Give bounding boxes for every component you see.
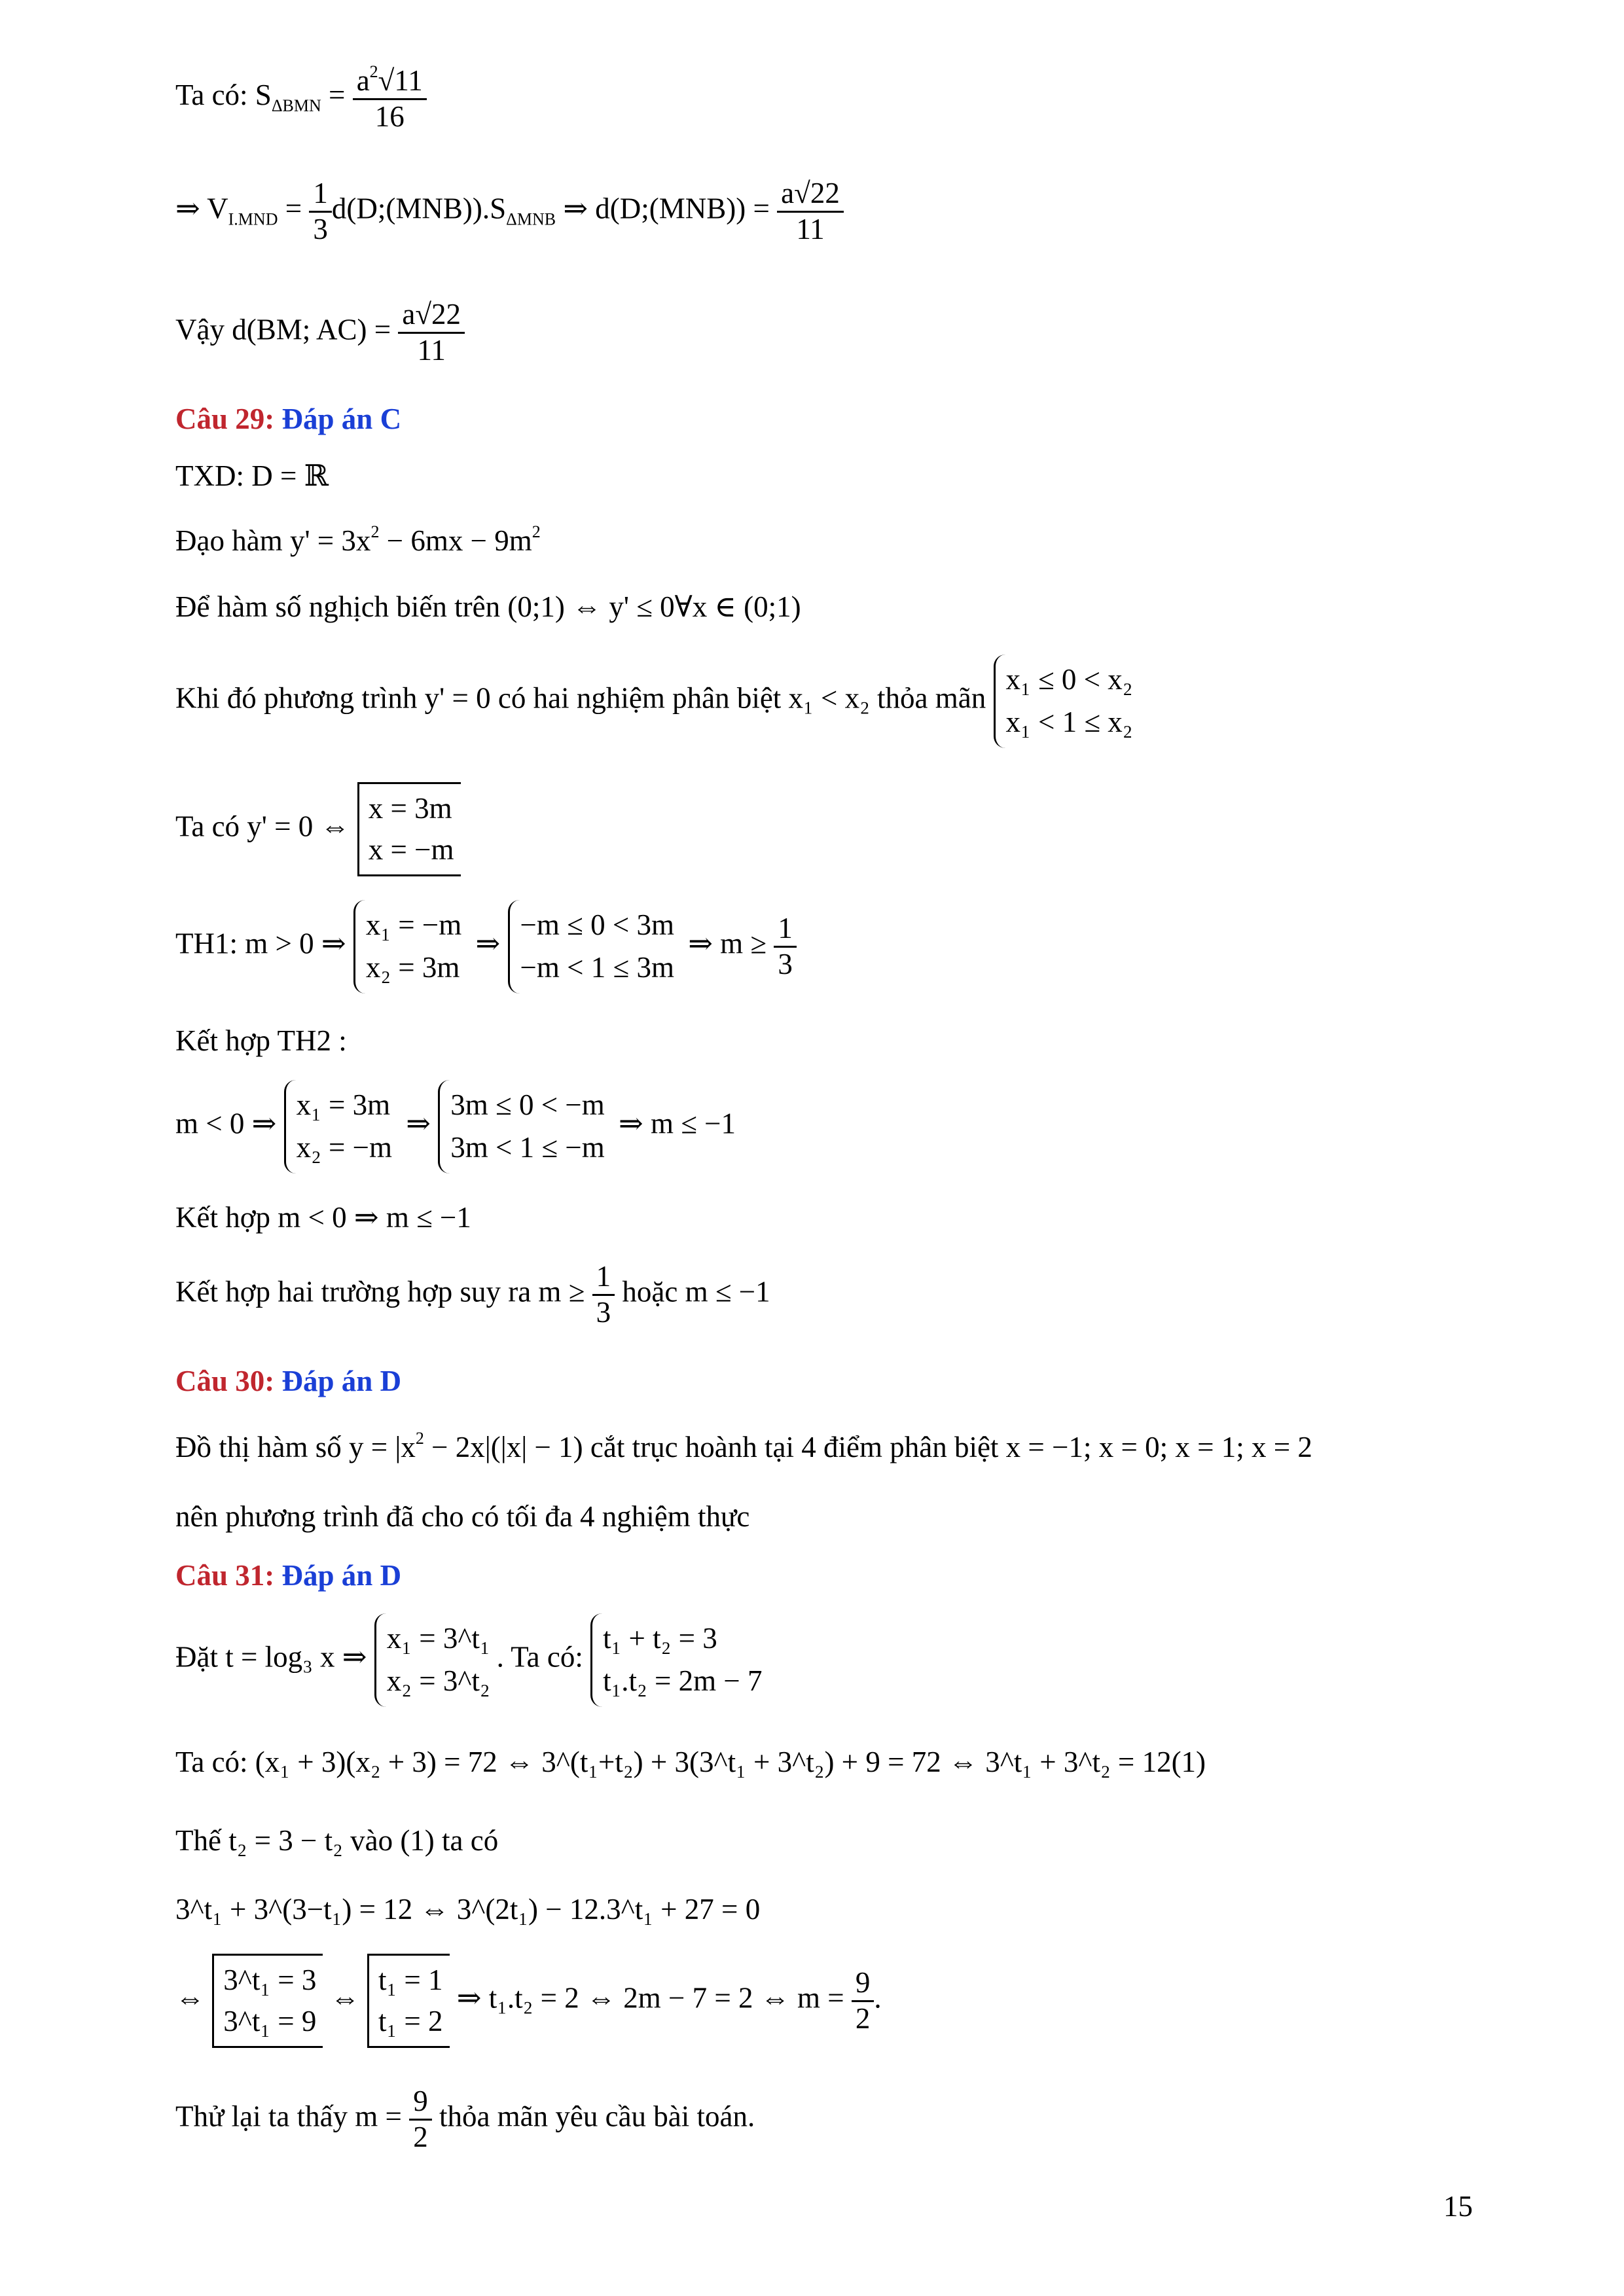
question-number: Câu 30: [175,1365,275,1397]
text: ⇔ [323,1981,367,2015]
text: − 2x|(|x| − 1) cắt trục hoành tại 4 điểm phân biệt x = −1; x = 0; x = 1; x = 2 [424,1431,1312,1463]
text: Thế t₂ = 3 − t₂ vào (1) ta có [175,1824,499,1857]
line-domain [175,461,329,491]
subscript: ΔBMN [271,96,321,116]
text: − 6mx − 9m [379,524,532,557]
fraction: $\frac{a√22}{11}$ [777,177,844,247]
question-number: Câu 29: [175,403,275,435]
line-area-bmn [175,62,427,134]
line-product [175,1748,1206,1777]
line-solutions [175,1954,882,2048]
text: ⇒ d(D;(MNB)) = [556,192,778,225]
superscript: 2 [370,522,380,541]
line-conclusion [175,298,465,368]
system-brace: x₁ = 3^t₁ x₂ = 3^t₂ [374,1613,497,1707]
fraction: $\frac{1}{3}$ [774,912,797,982]
text: Kết hợp m < 0 ⇒ m ≤ −1 [175,1201,471,1234]
line-quadratic [175,1895,760,1924]
bracket-or: 3^t₁ = 3 3^t₁ = 9 [212,1954,323,2048]
system-brace: x₁ ≤ 0 < x₂ x₁ < 1 ≤ x₂ [994,655,1140,748]
superscript: 2 [415,1429,424,1448]
text: ⇒ t₁.t₂ = 2 ⇔ 2m − 7 = 2 ⇔ m = [449,1981,852,2015]
line-roots-condition [175,655,1139,748]
system-brace: x₁ = −m x₂ = 3m [353,900,468,994]
bracket-or: t₁ = 1 t₁ = 2 [367,1954,450,2048]
question-31-heading [175,1561,401,1590]
line-substitution [175,1613,769,1707]
subscript: ΔMNB [506,209,556,229]
text: TXD: D = ℝ [175,459,329,492]
text: 16 [374,99,405,133]
fraction: $\frac{1}{3}$ [592,1260,615,1330]
text: . [874,1981,882,2015]
line-decreasing-condition [175,592,801,622]
line-graph [175,1430,1312,1462]
text: . Ta có: [496,1640,591,1674]
text: Đặt t = log₃ x ⇒ [175,1640,374,1674]
text: thỏa mãn yêu cầu bài toán. [431,2100,755,2133]
line-derivative [175,524,541,556]
line-volume [175,177,844,247]
fraction [353,62,427,134]
text: d(D;(MNB)).S [331,192,507,225]
text: Kết hợp TH2 : [175,1024,347,1057]
line-substitute-t2 [175,1826,498,1856]
page-number: 15 [1443,2190,1473,2223]
question-29-heading [175,404,401,434]
text: Ta có: (x₁ + 3)(x₂ + 3) = 72 ⇔ 3^(t₁+t₂) + 3(3^t₁ + 3^t₂) + 9 = 72 ⇔ 3^t₁ + 3^t₂ = 12(1) [175,1746,1206,1778]
system-brace: x₁ = 3m x₂ = −m [284,1080,399,1174]
line-combine [175,1203,471,1232]
text: a [356,64,370,97]
text: Thử lại ta thấy m = [175,2100,410,2133]
text: nên phương trình đã cho có tối đa 4 nghiệm thực [175,1500,750,1533]
text: = [321,79,353,112]
question-30-heading [175,1367,401,1396]
text: ⇒ [399,1107,439,1140]
text: Kết hợp hai trường hợp suy ra m ≥ [175,1275,592,1308]
answer-label: Đáp án D [281,1365,402,1397]
subscript: I.MND [228,209,278,229]
text: TH1: m > 0 ⇒ [175,927,353,960]
answer-label: Đáp án C [281,403,402,435]
text: ⇒ m ≥ [680,927,774,960]
system-brace: −m ≤ 0 < 3m −m < 1 ≤ 3m [508,900,681,994]
superscript: 2 [532,522,541,541]
text: Đạo hàm y' = 3x [175,524,371,557]
fraction: $\frac{9}{2}$ [409,2085,432,2155]
answer-label: Đáp án D [281,1559,402,1592]
system-brace: 3m ≤ 0 < −m 3m < 1 ≤ −m [438,1080,611,1174]
text: = [278,192,310,225]
text: ⇒ m ≤ −1 [611,1107,736,1140]
text: Đồ thị hàm số y = |x [175,1431,416,1463]
fraction: $\frac{a√22}{11}$ [398,298,465,368]
text: ⇒ [468,927,508,960]
text: Vậy d(BM; AC) = [175,313,399,346]
bracket-or: x = 3m x = −m [357,782,461,876]
text: √11 [378,64,423,97]
text: 3^t₁ + 3^(3−t₁) = 12 ⇔ 3^(2t₁) − 12.3^t₁ + 27 = 0 [175,1893,761,1926]
question-number: Câu 31: [175,1559,275,1592]
text: Để hàm số nghịch biến trên (0;1) ⇔ y' ≤ 0∀x ∈ (0;1) [175,590,801,623]
superscript: 2 [369,62,378,81]
line-roots [175,782,461,876]
text: ⇔ [175,1981,213,2015]
text: m < 0 ⇒ [175,1107,284,1140]
line-case-2 [175,1080,736,1174]
line-case-2-heading [175,1026,347,1056]
system-brace: t₁ + t₂ = 3 t₁.t₂ = 2m − 7 [590,1613,768,1707]
line-case-1 [175,900,797,994]
text: hoặc m ≤ −1 [615,1275,770,1308]
fraction: $\frac{1}{3}$ [309,177,332,247]
fraction: $\frac{9}{2}$ [852,1966,875,2036]
line-verify [175,2085,755,2155]
text: Ta có: S [175,79,272,112]
text: ⇒ V [175,192,228,225]
text: Ta có y' = 0 ⇔ [175,810,357,843]
text: Khi đó phương trình y' = 0 có hai nghiệm phân biệt x₁ < x₂ thỏa mãn [175,681,994,715]
line-final-29 [175,1260,770,1330]
line-max-roots [175,1502,749,1532]
